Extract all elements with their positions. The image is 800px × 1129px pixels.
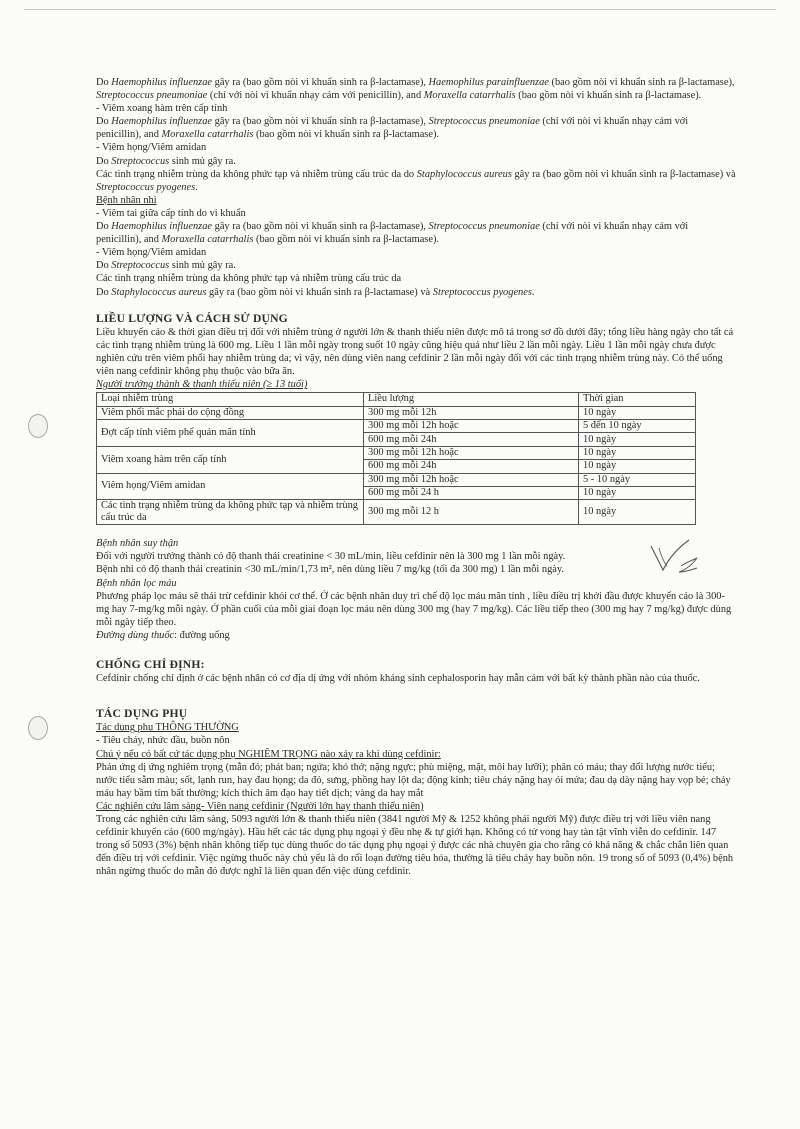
common-effects-heading: Tác dụng phụ THÔNG THƯỜNG xyxy=(96,722,239,734)
duration-cell: 5 đến 10 ngày xyxy=(579,419,696,432)
species-name: Streptococcus pyogenes xyxy=(432,286,532,298)
dose-cell: 300 mg mỗi 12 h xyxy=(364,500,579,525)
species-name: Moraxella catarrhalis xyxy=(161,234,254,246)
species-name: Moraxella catarrhalis xyxy=(423,90,516,102)
duration-cell: 10 ngày xyxy=(579,406,696,419)
duration-cell: 10 ngày xyxy=(579,500,696,525)
handwritten-check-mark xyxy=(645,536,715,586)
renal-child-text: Bệnh nhi có độ thanh thải creatinin <30 mL/min/1,73 m², nên dùng liều 7 mg/kg (tối đa 300 mg) 1 lần mỗi ngày. xyxy=(96,564,565,576)
page-top-edge xyxy=(24,9,776,10)
species-name: Staphylococcus aureus xyxy=(111,286,207,298)
text-run: Do xyxy=(96,286,112,298)
text-run: Do xyxy=(96,260,112,272)
table-row xyxy=(97,419,696,432)
text-run: gây ra (bao gồm nòi vi khuẩn sinh ra β-lactamase) và xyxy=(206,286,433,298)
dose-cell: 600 mg mỗi 24 h xyxy=(364,486,579,499)
paragraph xyxy=(96,155,736,168)
document-page xyxy=(96,76,736,878)
dose-cell: 600 mg mỗi 24h xyxy=(364,433,579,446)
species-name: Streptococcus pneumoniae xyxy=(96,90,208,102)
text-run: - Viêm họng/Viêm amidan xyxy=(96,247,207,259)
species-name: Haemophilus influenzae xyxy=(111,221,213,233)
route-line xyxy=(96,629,736,642)
table-row xyxy=(97,473,696,486)
text-run: (chỉ với nòi vi khuẩn nhạy cảm với penicillin), and xyxy=(207,90,424,102)
infection-cell: Các tình trạng nhiễm trùng da không phức tạp và nhiễm trùng cấu trúc da xyxy=(97,500,364,525)
text-run: (bao gồm nòi vi khuẩn sinh ra β-lactamase). xyxy=(515,90,702,102)
species-name: Moraxella catarrhalis xyxy=(161,129,254,141)
renal-adult-text: Đối với người trưởng thành có độ thanh thải creatinine < 30 mL/min, liều cefdinir nên là 300 mg 1 lần mỗi ngày. xyxy=(96,551,566,563)
paragraph xyxy=(96,259,736,272)
table-header-row xyxy=(97,393,696,406)
infection-cell: Viêm xoang hàm trên cấp tính xyxy=(97,446,364,473)
text-run: gây ra (bao gồm nòi vi khuẩn sinh ra β-lactamase) và xyxy=(511,168,736,180)
clinical-studies-heading: Các nghiên cứu lâm sàng- Viên nang cefdinir (Người lớn hay thanh thiếu niên) xyxy=(96,800,424,812)
dose-cell: 600 mg mỗi 24h xyxy=(364,460,579,473)
duration-cell: 10 ngày xyxy=(579,433,696,446)
indications-pediatric xyxy=(96,207,736,299)
dialysis-text: Phương pháp lọc máu sẽ thải trừ cefdinir khỏi cơ thể. Ở các bệnh nhân duy trì chế độ lọc máu mãn tính , liều điều trị khởi đầu được khuyến cáo là 300-mg hay 7-mg/kg mỗi ngày. Ở phần cuối của mỗi giai đoạn lọc máu nên dùng 300 mg (hay 7 mg/kg). Các liều tiếp theo (300 mg hay 7 mg/kg) được dùng mỗi ngày tiếp theo. xyxy=(96,590,732,628)
common-effects-text: - Tiêu chảy, nhức đầu, buồn nôn xyxy=(96,735,230,747)
paragraph xyxy=(96,246,736,259)
text-run: Các tình trạng nhiễm trùng da không phức tạp và nhiễm trùng cấu trúc da xyxy=(96,273,402,285)
route-value: : đường uống xyxy=(174,629,230,641)
table-row xyxy=(97,446,696,459)
renal-heading: Bệnh nhân suy thận xyxy=(96,538,179,550)
dose-cell: 300 mg mỗi 12h hoặc xyxy=(364,446,579,459)
text-run: - Viêm xoang hàm trên cấp tính xyxy=(96,103,228,115)
header-infection: Loại nhiễm trùng xyxy=(97,393,364,406)
table-row xyxy=(97,406,696,419)
dialysis-heading: Bệnh nhân lọc máu xyxy=(96,577,177,589)
paragraph xyxy=(96,220,736,246)
species-name: Haemophilus influenzae xyxy=(111,116,213,128)
serious-effects-text: Phản ứng dị ứng nghiêm trọng (mẫn đỏ; phát ban; ngứa; khó thở; nặng ngực; phù miệng, mặt, môi hay lưỡi); phân có máu; thay đổi lượng nước tiểu; nước tiểu sẫm màu; sốt, lạnh run, hay đau họng; da đỏ, sưng, phồng hay lột da; động kinh; tiêu chảy nặng hay ói mửa; đau dạ dày nặng hay vọp bẻ; chảy máu hay bầm tím bất thường; kích thích âm đạo hay tiết dịch; vàng da hay mắt xyxy=(96,761,731,799)
paragraph xyxy=(96,168,736,194)
text-run: gây ra (bao gồm nòi vi khuẩn sinh ra β-lactamase), xyxy=(212,221,429,233)
paragraph xyxy=(96,102,736,115)
text-run: (chỉ với nòi vi khuẩn nhạy cảm với penicillin), and xyxy=(96,221,689,246)
duration-cell: 5 - 10 ngày xyxy=(579,473,696,486)
species-name: Streptococcus pyogenes xyxy=(96,181,196,193)
header-dose: Liều lượng xyxy=(364,393,579,406)
duration-cell: 10 ngày xyxy=(579,486,696,499)
pediatric-heading: Bệnh nhân nhi xyxy=(96,194,157,206)
dosage-intro: Liều khuyến cáo & thời gian điều trị đối với nhiễm trùng ở người lớn & thanh thiếu niên được mô tả trong sơ đồ dưới đây; tổng liều hàng ngày cho tất cả các tình trạng nhiễm trùng là 600 mg. Liều 1 lần mỗi ngày trong suốt 10 ngày cũng hiệu quả như liều 2 lần mỗi ngày. Liều 1 lần mỗi ngày chưa được nghiên cứu trên viêm phổi hay nhiễm trùng da; vì vậy, nên dùng viên nang cefdinir 2 lần mỗi ngày đối với các tình trạng nhiễm trùng này. Có thể uống viên nang cefdinir không phụ thuộc vào bữa ăn. xyxy=(96,326,734,377)
species-name: Haemophilus influenzae xyxy=(111,77,213,88)
text-run: gây ra (bao gồm nòi vi khuẩn sinh ra β-lactamase), xyxy=(212,116,429,128)
duration-cell: 10 ngày xyxy=(579,446,696,459)
dose-cell: 300 mg mỗi 12h xyxy=(364,406,579,419)
dose-cell: 300 mg mỗi 12h hoặc xyxy=(364,419,579,432)
species-name: Streptococcus pneumoniae xyxy=(428,116,540,128)
duration-cell: 10 ngày xyxy=(579,460,696,473)
text-run: Do xyxy=(96,221,112,233)
side-effects-heading: TÁC DỤNG PHỤ xyxy=(96,707,188,721)
paragraph xyxy=(96,76,736,102)
text-run: Các tình trạng nhiễm trùng da không phức tạp và nhiễm trùng cấu trúc da do xyxy=(96,168,417,180)
text-run: (chỉ với nòi vi khuẩn nhạy cảm với penicillin), and xyxy=(96,116,689,141)
species-name: Staphylococcus aureus xyxy=(416,168,512,180)
table-caption: Người trưởng thành & thanh thiếu niên (≥ 13 tuổi) xyxy=(96,379,308,391)
dosage-table xyxy=(96,392,696,525)
contraindication-text: Cefdinir chống chỉ định ở các bệnh nhân có cơ địa dị ứng với nhóm kháng sinh cephalosporin hay mẫn cảm với bất kỳ thành phần nào của thuốc. xyxy=(96,673,700,685)
text-run: - Viêm họng/Viêm amidan xyxy=(96,142,207,154)
text-run: sinh mủ gây ra. xyxy=(169,155,236,167)
infection-cell: Đợt cấp tính viêm phế quản mãn tính xyxy=(97,419,364,446)
indications-adult xyxy=(96,76,736,194)
punch-hole-lower xyxy=(28,716,48,740)
clinical-studies-text: Trong các nghiên cứu lâm sàng, 5093 người lớn & thanh thiếu niên (3841 người Mỹ & 1252 không phải người Mỹ) được điều trị với liều viên nang cefdinir khuyến cáo (600 mg/ngày). Hầu hết các tác dụng phụ ngoại ý đều nhẹ & tự giới hạn. Không có tử vong hay tàn tật vĩnh viễn do cefdinir. 147 trong số 5093 (3%) bệnh nhân không tiếp tục dùng thuốc do tác dụng phụ ngoại ý được các nhà chuyên gia cho rằng có khả năng & chắc chắn liên quan đến điều trị với cefdinir. Việc ngừng thuốc này chủ yếu là do rối loạn đường tiêu hóa, thường là tiêu chảy hay buồn nôn. 19 trong số of 5093 (0,4%) bệnh nhân ngừng thuốc do mẫn đỏ được nghĩ là liên quan đến việc dùng cefdinir. xyxy=(96,813,734,878)
text-run: Do xyxy=(96,77,112,88)
table-row xyxy=(97,500,696,525)
paragraph xyxy=(96,141,736,154)
text-run: Do xyxy=(96,155,112,167)
text-run: (bao gồm nòi vi khuẩn sinh ra β-lactamase). xyxy=(253,234,440,246)
contraindication-heading: CHỐNG CHỈ ĐỊNH: xyxy=(96,658,205,672)
text-run: (bao gồm nòi vi khuẩn sinh ra β-lactamase), xyxy=(548,77,735,88)
infection-cell: Viêm họng/Viêm amidan xyxy=(97,473,364,500)
dosage-heading: LIỀU LƯỢNG VÀ CÁCH SỬ DỤNG xyxy=(96,311,288,325)
paragraph xyxy=(96,115,736,141)
species-name: Haemophilus parainfluenzae xyxy=(428,77,549,88)
text-run: (bao gồm nòi vi khuẩn sinh ra β-lactamase). xyxy=(253,129,440,141)
text-run: Do xyxy=(96,116,112,128)
punch-hole-upper xyxy=(28,414,48,438)
species-name: Streptococcus xyxy=(111,155,170,167)
species-name: Streptococcus xyxy=(111,260,170,272)
serious-effects-heading: Chú ý nếu có bất cứ tác dụng phụ NGHIÊM TRỌNG nào xảy ra khi dùng cefdinir: xyxy=(96,748,441,760)
text-run: - Viêm tai giữa cấp tính do vi khuẩn xyxy=(96,207,246,219)
text-run: . xyxy=(195,181,198,193)
header-duration: Thời gian xyxy=(579,393,696,406)
paragraph xyxy=(96,207,736,220)
paragraph xyxy=(96,272,736,285)
text-run: sinh mủ gây ra. xyxy=(169,260,236,272)
text-run: gây ra (bao gồm nòi vi khuẩn sinh ra β-lactamase), xyxy=(212,77,429,88)
dose-cell: 300 mg mỗi 12h hoặc xyxy=(364,473,579,486)
paragraph xyxy=(96,286,736,299)
infection-cell: Viêm phổi mắc phải do cộng đồng xyxy=(97,406,364,419)
species-name: Streptococcus pneumoniae xyxy=(428,221,540,233)
route-label: Đường dùng thuốc xyxy=(96,629,175,641)
text-run: . xyxy=(531,286,535,298)
